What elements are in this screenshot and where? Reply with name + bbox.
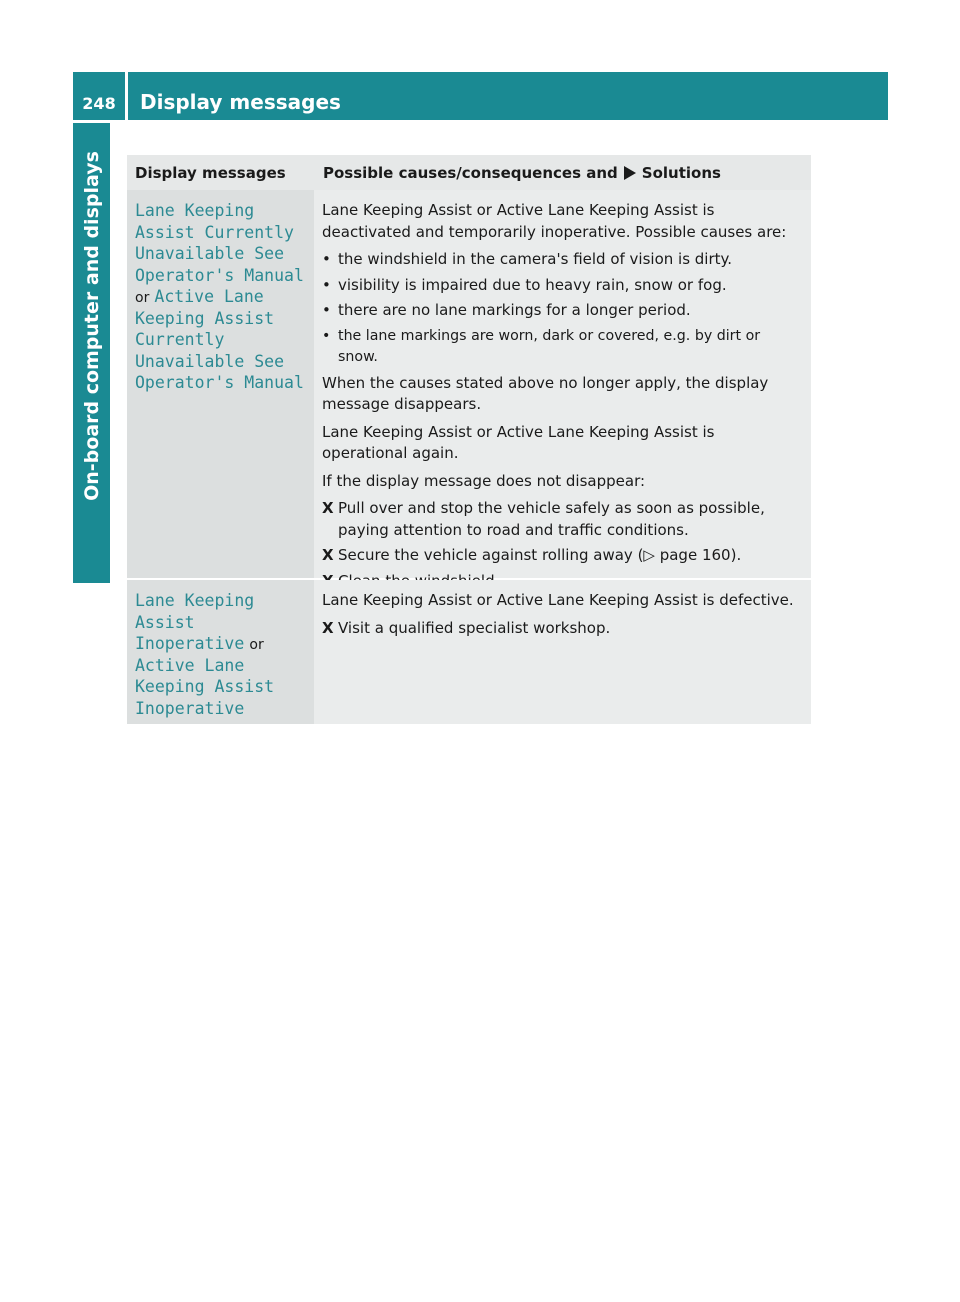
- col-header-solutions: [314, 164, 811, 182]
- display-message: Lane Keeping Assist Inoperative: [135, 591, 255, 653]
- col-header-display-messages: Display messages: [135, 163, 286, 182]
- para-text: When the causes stated above no longer apply, the display message disappears.: [322, 373, 769, 413]
- display-message: Active Lane Keeping Assist Currently Unavailable See Operator's Manual: [135, 287, 304, 392]
- solution-cell: [314, 190, 811, 578]
- arrow-right-icon: [624, 166, 636, 180]
- display-message: Active Lane Keeping Assist Inoperative: [135, 655, 275, 718]
- bullet-text: the windshield in the camera's field of vision is dirty.: [338, 250, 733, 268]
- side-tab-label-wrap: [73, 123, 110, 528]
- list-item: • the lane markings are worn, dark or covered, e.g. by dirt or snow.: [322, 326, 803, 369]
- solution-cell: [314, 580, 811, 724]
- para-text: If the display message does not disappear:: [322, 471, 646, 490]
- or-text: or: [135, 290, 150, 306]
- step-text: Secure the vehicle against rolling away (▷ page 160).: [338, 546, 742, 564]
- bullet-text: there are no lane markings for a longer period.: [338, 301, 691, 319]
- page-number: 248: [73, 72, 125, 120]
- message-cell: [127, 190, 314, 578]
- display-message: Lane Keeping Assist Currently Unavailable See Operator's Manual: [135, 201, 304, 285]
- table-header: [127, 155, 811, 190]
- step-text: Visit a qualified specialist workshop.: [338, 618, 611, 637]
- para-text: Lane Keeping Assist or Active Lane Keeping Assist is operational again.: [322, 422, 715, 462]
- list-item: • the windshield in the camera's field of vision is dirty.: [322, 249, 803, 271]
- col-header-pre: Possible causes/consequences and: [323, 163, 618, 182]
- bullet-text: visibility is impaired due to heavy rain, snow or fog.: [338, 275, 727, 294]
- step-text: Pull over and stop the vehicle safely as soon as possible, paying attention to road and traffic conditions.: [338, 499, 765, 539]
- intro-text: Lane Keeping Assist or Active Lane Keeping Assist is deactivated and temporarily inoperative. Possible causes are:: [322, 201, 787, 241]
- or-text: or: [249, 637, 264, 653]
- message-cell: [127, 580, 314, 724]
- messages-table: [127, 155, 811, 724]
- step-item: X Pull over and stop the vehicle safely as soon as possible, paying attention to road and traffic conditions.: [322, 498, 803, 541]
- list-item: • there are no lane markings for a longer period.: [322, 300, 803, 322]
- intro-text: Lane Keeping Assist or Active Lane Keeping Assist is defective.: [322, 591, 794, 609]
- list-item: • visibility is impaired due to heavy rain, snow or fog.: [322, 275, 803, 297]
- side-tab-label: On-board computer and displays: [80, 150, 103, 501]
- step-item: X Visit a qualified specialist workshop.: [322, 618, 803, 640]
- page-title: Display messages: [128, 72, 888, 120]
- step-item: X Secure the vehicle against rolling away (▷ page 160).: [322, 545, 803, 567]
- bullet-text: the lane markings are worn, dark or covered, e.g. by dirt or snow.: [338, 327, 761, 365]
- col-header-post: Solutions: [641, 163, 721, 182]
- table-row: [127, 580, 811, 724]
- table-row: [127, 190, 811, 578]
